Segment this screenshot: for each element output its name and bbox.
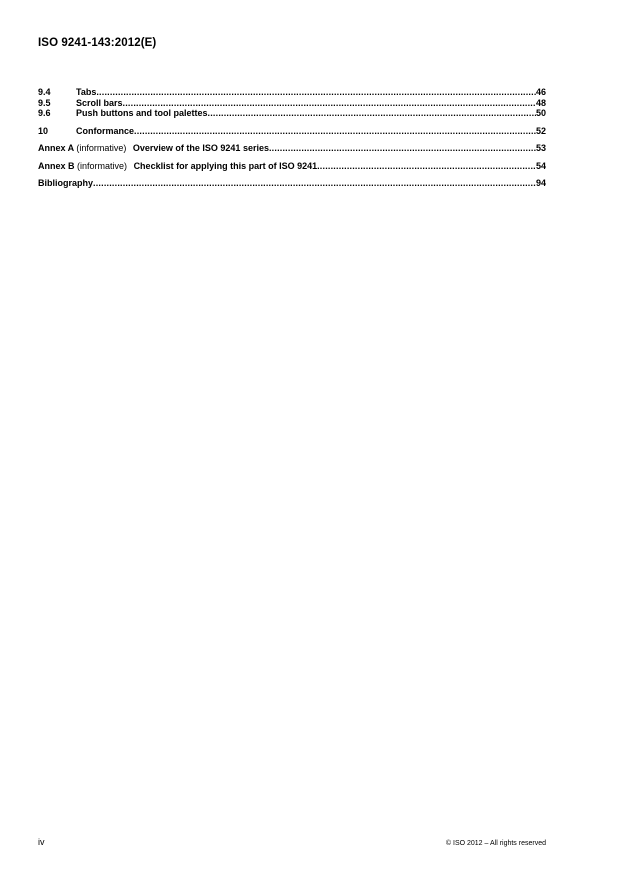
toc-entry-title: Conformance — [76, 125, 135, 136]
toc-annex-title — [38, 161, 317, 172]
toc-dot-leader — [96, 87, 536, 98]
toc-annex-title — [38, 143, 269, 154]
toc-entry-9-4[interactable] — [38, 87, 546, 98]
toc-entry-number: 9.4 — [38, 87, 51, 97]
toc-entry-title: Scroll bars — [76, 97, 123, 108]
toc-entry-bibliography[interactable] — [38, 178, 546, 189]
toc-entry-page: 52 — [535, 125, 546, 136]
toc-dot-leader — [208, 108, 536, 119]
toc-entry-9-5[interactable] — [38, 98, 546, 109]
toc-dot-leader — [123, 98, 536, 109]
toc-entry-title: Overview of the ISO 9241 series — [132, 143, 269, 153]
table-of-contents — [38, 87, 546, 189]
toc-entry-9-6[interactable] — [38, 108, 546, 119]
toc-dot-leader — [134, 126, 536, 137]
document-header: ISO 9241-143:2012(E) — [38, 37, 157, 49]
toc-dot-leader — [93, 178, 536, 189]
toc-entry-number: 10 — [38, 125, 49, 136]
toc-entry-annex-b[interactable] — [38, 161, 546, 172]
toc-entry-annex-a[interactable] — [38, 143, 546, 154]
toc-entry-page: 50 — [535, 108, 546, 118]
page-number: iv — [38, 837, 45, 847]
toc-entry-page: 53 — [535, 143, 546, 153]
toc-entry-page: 46 — [535, 87, 546, 97]
toc-annex-qualifier: (informative) — [76, 143, 127, 153]
toc-dot-leader — [269, 143, 536, 154]
toc-entry-page: 94 — [535, 178, 546, 188]
toc-entry-title: Tabs — [76, 87, 97, 97]
toc-entry-page: 54 — [535, 160, 546, 171]
toc-entry-title: Checklist for applying this part of ISO 9241 — [133, 160, 318, 171]
toc-entry-number: 9.6 — [38, 108, 51, 118]
toc-entry-page: 48 — [535, 97, 546, 108]
toc-annex-qualifier: (informative) — [77, 160, 128, 171]
toc-annex-label: Annex A — [38, 143, 74, 153]
toc-entry-title: Push buttons and tool palettes — [76, 108, 208, 118]
toc-entry-10[interactable] — [38, 126, 546, 137]
toc-annex-label: Annex B — [38, 160, 75, 171]
toc-entry-title: Bibliography — [38, 178, 94, 188]
toc-entry-number: 9.5 — [38, 97, 51, 108]
copyright-notice: © ISO 2012 – All rights reserved — [445, 840, 546, 847]
toc-dot-leader — [317, 161, 536, 172]
